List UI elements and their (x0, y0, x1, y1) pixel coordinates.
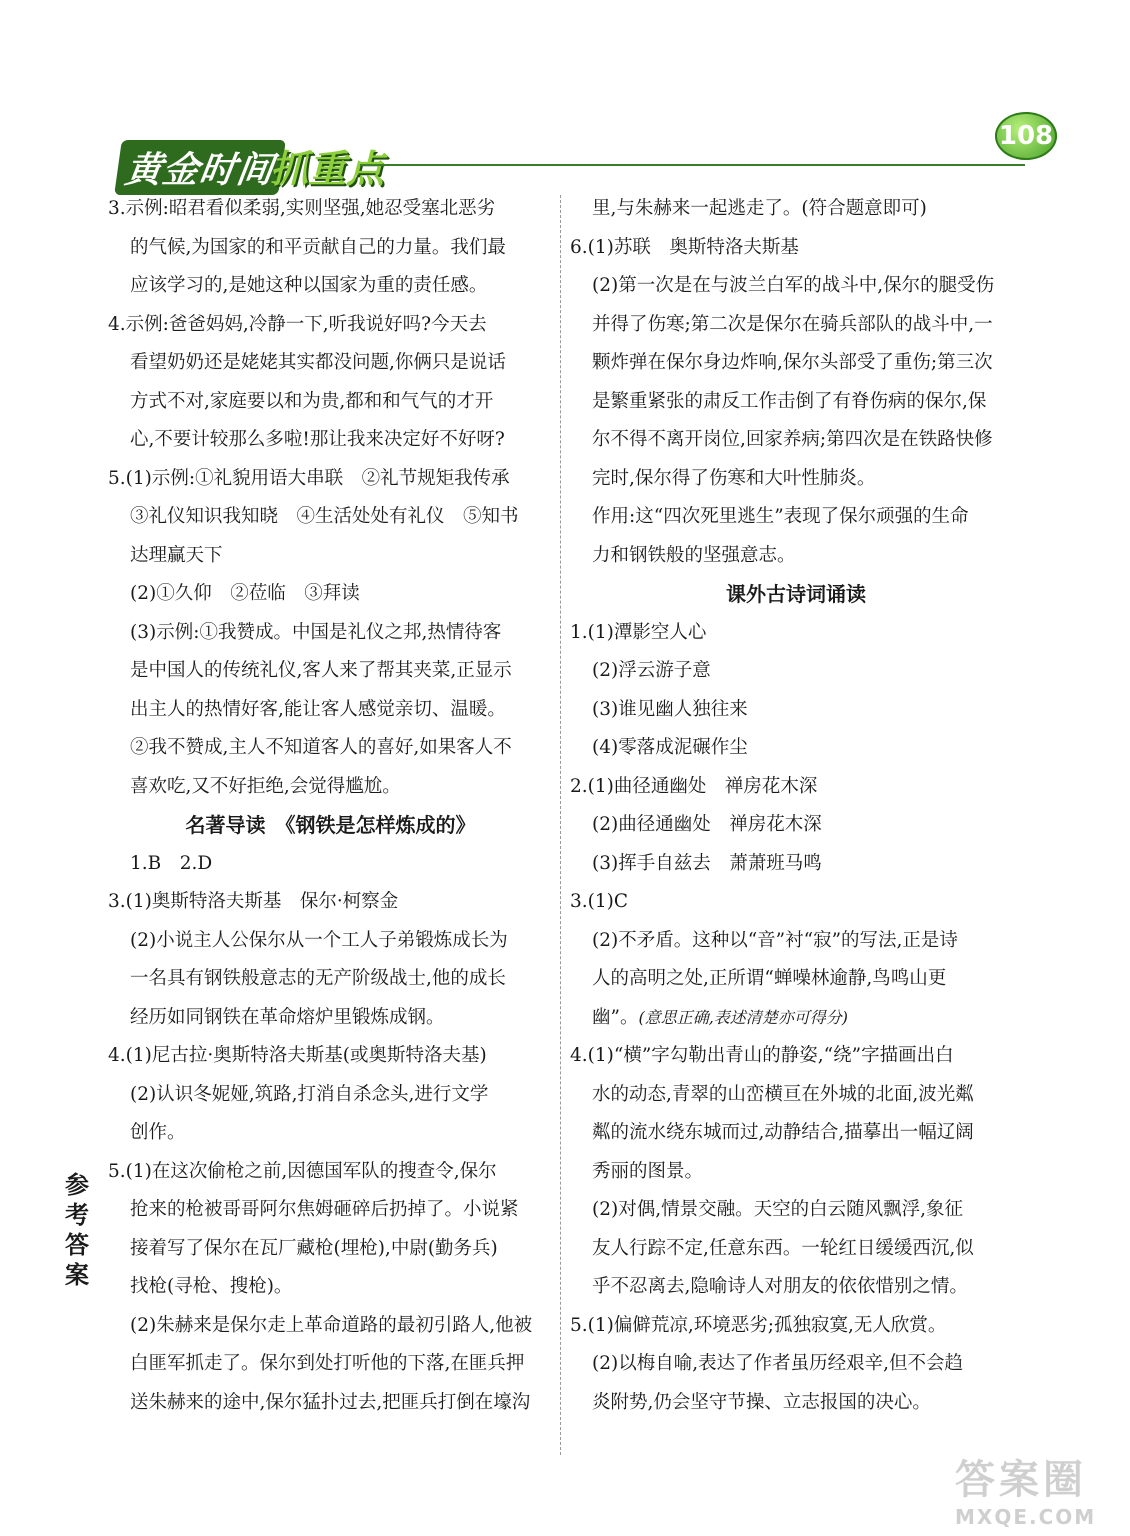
header-rule (360, 164, 1025, 166)
answer-line: 的气候,为国家的和平贡献自己的力量。我们最 (130, 236, 506, 258)
answer-line: (4)零落成泥碾作尘 (592, 737, 748, 758)
answer-line: (3)示例:①我赞成。中国是礼仪之邦,热情待客 (130, 621, 502, 643)
answer-line: 送朱赫来的途中,保尔猛扑过去,把匪兵打倒在壕沟 (130, 1391, 531, 1413)
answer-line: 白匪军抓走了。保尔到处打听他的下落,在匪兵押 (130, 1353, 525, 1374)
answer-line: 人的高明之处,正所谓“蝉噪林逾静,鸟鸣山更 (592, 968, 947, 989)
page-header (110, 112, 1070, 192)
answer-line: 秀丽的图景。 (592, 1160, 704, 1182)
answer-line: 喜欢吃,又不好拒绝,会觉得尴尬。 (130, 775, 401, 797)
answer-line: 力和钢铁般的坚强意志。 (592, 544, 796, 566)
answer-line: 4.(1)“横”字勾勒出青山的静姿,“绕”字描画出白 (570, 1045, 954, 1066)
answer-line: 炎附势,仍会坚守节操、立志报国的决心。 (592, 1391, 931, 1413)
page-number-badge: 108 (995, 112, 1057, 160)
answer-line: 应该学习的,是她这种以国家为重的责任感。 (130, 275, 488, 296)
answer-line: 3.示例:昭君看似柔弱,实则坚强,她忍受塞北恶劣 (108, 198, 496, 219)
column-divider (560, 195, 561, 1455)
answer-line: 作用:这“四次死里逃生”表现了保尔顽强的生命 (592, 506, 969, 527)
answer-line: ③礼仪知识我知晓 ④生活处处有礼仪 ⑤知书 (130, 506, 519, 527)
answer-line: 友人行踪不定,任意东西。一轮红日缓缓西沉,似 (592, 1237, 974, 1259)
answer-line: 乎不忍离去,隐喻诗人对朋友的依依惜别之情。 (592, 1276, 968, 1297)
answer-line: 心,不要计较那么多啦!那让我来决定好不好呀? (130, 429, 505, 450)
answer-line: 抢来的枪被哥哥阿尔焦姆砸碎后扔掉了。小说紧 (130, 1199, 519, 1220)
answer-line: 5.(1)偏僻荒凉,环境恶劣;孤独寂寞,无人欣赏。 (570, 1314, 947, 1336)
answer-line: 3.(1)奥斯特洛夫斯基 保尔·柯察金 (108, 891, 399, 912)
section-heading: 课外古诗词诵读 (726, 582, 866, 606)
brand-logo: 黄金时间 (114, 140, 286, 195)
answer-line: 3.(1)C (570, 891, 629, 912)
answer-line: (2)朱赫来是保尔走上革命道路的最初引路人,他被 (130, 1314, 533, 1336)
answer-line (570, 999, 1022, 1038)
answer-line: (2)第一次是在与波兰白军的战斗中,保尔的腿受伤 (592, 275, 995, 296)
side-tab-label: 参考答案 (65, 1171, 89, 1289)
answer-line: 颗炸弹在保尔身边炸响,保尔头部受了重伤;第三次 (592, 352, 993, 373)
answer-line: (2)认识冬妮娅,筑路,打消自杀念头,进行文学 (130, 1083, 489, 1105)
answer-line: 达理赢天下 (130, 544, 223, 566)
left-column (108, 190, 553, 1422)
site-watermark (955, 1448, 1125, 1528)
answer-line: 4.示例:爸爸妈妈,冷静一下,听我说好吗?今天去 (108, 313, 487, 335)
answer-line: 是繁重紧张的肃反工作击倒了有脊伤病的保尔,保 (592, 390, 987, 412)
answer-line: 5.(1)在这次偷枪之前,因德国军队的搜查令,保尔 (108, 1160, 497, 1182)
answer-line: ②我不赞成,主人不知道客人的喜好,如果客人不 (130, 737, 512, 758)
answer-line: 粼的流水绕东城而过,动静结合,描摹出一幅辽阔 (592, 1122, 974, 1143)
answer-line: 5.(1)示例:①礼貌用语大串联 ②礼节规矩我传承 (108, 467, 510, 489)
answer-line: 方式不对,家庭要以和为贵,都和和气气的才开 (130, 390, 494, 412)
watermark-logo-text: 答案圈 (955, 1457, 1087, 1503)
answer-line: 尔不得不离开岗位,回家养病;第四次是在铁路快修 (592, 429, 993, 450)
right-column (570, 190, 1022, 1422)
answer-text: 幽”。 (592, 1006, 639, 1028)
answer-line: (2)以梅自喻,表达了作者虽历经艰辛,但不会趋 (592, 1353, 963, 1374)
answer-line: 1.B 2.D (130, 852, 213, 874)
answer-line: 里,与朱赫来一起逃走了。(符合题意即可) (592, 198, 927, 219)
answer-line: 是中国人的传统礼仪,客人来了帮其夹菜,正显示 (130, 660, 512, 681)
answer-line: (2)曲径通幽处 禅房花木深 (592, 814, 822, 835)
watermark-url: MXQE.COM (955, 1505, 1097, 1529)
grading-note: (意思正确,表述清楚亦可得分) (638, 1007, 849, 1027)
answer-line: (2)浮云游子意 (592, 660, 711, 681)
brand-subtitle: 抓重点 (270, 147, 385, 191)
answer-line: 4.(1)尼古拉·奥斯特洛夫斯基(或奥斯特洛夫基) (108, 1045, 487, 1066)
answer-line: 1.(1)潭影空人心 (570, 621, 707, 643)
answer-line: 出主人的热情好客,能让客人感觉亲切、温暖。 (130, 698, 506, 720)
answer-line: 一名具有钢铁般意志的无产阶级战士,他的成长 (130, 968, 506, 989)
answer-line: (2)对偶,情景交融。天空的白云随风飘浮,象征 (592, 1199, 963, 1220)
answer-line: 接着写了保尔在瓦厂藏枪(埋枪),中尉(勤务兵) (130, 1237, 498, 1259)
answer-line: 6.(1)苏联 奥斯特洛夫斯基 (570, 236, 799, 258)
answer-line: 创作。 (130, 1122, 186, 1143)
answer-line: (2)不矛盾。这种以“音”衬“寂”的写法,正是诗 (592, 929, 958, 951)
answer-line: 2.(1)曲径通幽处 禅房花木深 (570, 775, 818, 797)
answer-line: 找枪(寻枪、搜枪)。 (130, 1276, 293, 1297)
answer-line: (2)小说主人公保尔从一个工人子弟锻炼成长为 (130, 929, 508, 951)
section-heading: 名著导读 《钢铁是怎样炼成的》 (185, 813, 476, 837)
answer-line: (2)①久仰 ②莅临 ③拜读 (130, 583, 360, 604)
answer-line: 水的动态,青翠的山峦横亘在外城的北面,波光粼 (592, 1083, 974, 1105)
answer-line: (3)挥手自兹去 萧萧班马鸣 (592, 852, 822, 874)
answer-line: 看望奶奶还是姥姥其实都没问题,你俩只是说话 (130, 352, 506, 373)
answer-line: (3)谁见幽人独往来 (592, 698, 748, 720)
answer-line: 经历如同钢铁在革命熔炉里锻炼成钢。 (130, 1006, 445, 1028)
answer-line: 完时,保尔得了伤寒和大叶性肺炎。 (592, 467, 876, 489)
answer-line: 并得了伤寒;第二次是保尔在骑兵部队的战斗中,一 (592, 313, 993, 335)
